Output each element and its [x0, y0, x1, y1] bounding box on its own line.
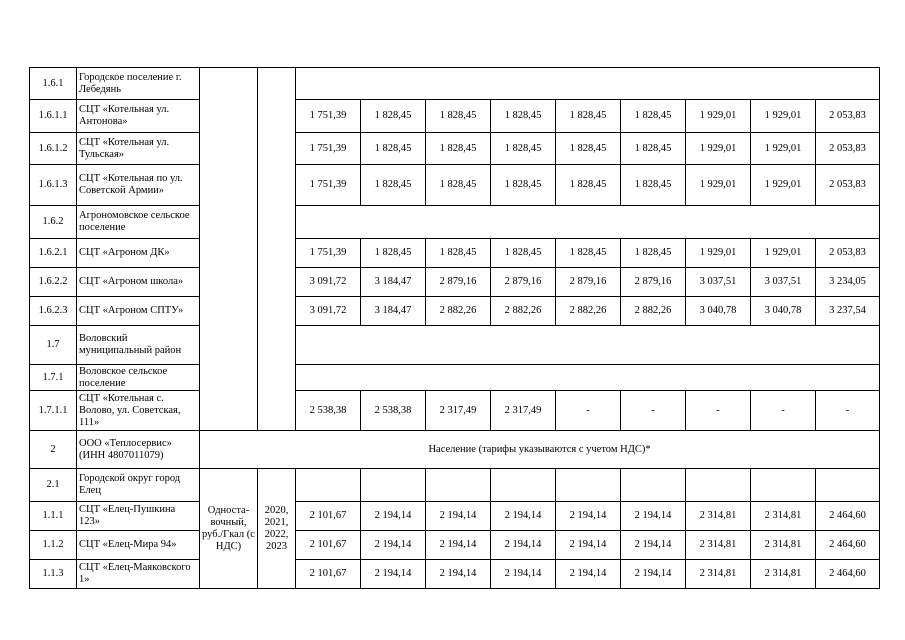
- tariff-value: 3 237,54: [816, 297, 880, 326]
- tariff-value: 2 194,14: [621, 502, 686, 531]
- row-number: 1.6.2.2: [30, 268, 77, 297]
- years-cell: 2020, 2021, 2022, 2023: [258, 469, 296, 589]
- row-number: 1.6.2: [30, 206, 77, 239]
- tariff-value: 1 751,39: [296, 133, 361, 165]
- tariff-value: 3 091,72: [296, 297, 361, 326]
- tariff-value: 2 314,81: [686, 502, 751, 531]
- tariff-value: 2 194,14: [556, 502, 621, 531]
- tariff-value: 2 314,81: [751, 502, 816, 531]
- tariff-value: 1 828,45: [361, 133, 426, 165]
- tariff-value: -: [686, 391, 751, 431]
- row-name: ООО «Теплосервис» (ИНН 4807011079): [77, 431, 200, 469]
- row-name: Агрономовское сельское поселение: [77, 206, 200, 239]
- row-name: СЦТ «Котельная с. Волово, ул. Советская, 111»: [77, 391, 200, 431]
- tariff-value: 2 314,81: [751, 560, 816, 589]
- tariff-value: 1 828,45: [556, 165, 621, 206]
- row-name: СЦТ «Елец-Маяковского 1»: [77, 560, 200, 589]
- tariff-value: 2 194,14: [491, 502, 556, 531]
- tariff-value: 1 751,39: [296, 239, 361, 268]
- tariff-value: [491, 469, 556, 502]
- row-number: 1.7.1.1: [30, 391, 77, 431]
- row-number: 1.7.1: [30, 365, 77, 391]
- tariff-value: 2 194,14: [426, 560, 491, 589]
- tariff-value: 2 194,14: [361, 531, 426, 560]
- tariff-value: 2 194,14: [491, 560, 556, 589]
- tariff-value: 1 828,45: [361, 165, 426, 206]
- tariff-value: 2 879,16: [491, 268, 556, 297]
- tariff-value: 2 879,16: [556, 268, 621, 297]
- tariff-value: 1 828,45: [426, 239, 491, 268]
- tariff-value: 2 882,26: [621, 297, 686, 326]
- tariff-value: 2 879,16: [426, 268, 491, 297]
- tariff-value: 2 053,83: [816, 100, 880, 133]
- tariff-value: 1 929,01: [686, 100, 751, 133]
- tariff-value: 1 828,45: [491, 239, 556, 268]
- table-row: [30, 206, 880, 239]
- table-row: [30, 133, 880, 165]
- tariff-value: 1 929,01: [686, 239, 751, 268]
- tariff-value: 1 929,01: [686, 133, 751, 165]
- row-name: СЦТ «Котельная по ул. Советской Армии»: [77, 165, 200, 206]
- tariff-value: -: [751, 391, 816, 431]
- tariff-value: 2 194,14: [426, 531, 491, 560]
- tariff-value: 1 828,45: [621, 239, 686, 268]
- tariff-value: 2 882,26: [556, 297, 621, 326]
- row-number: 1.6.2.3: [30, 297, 77, 326]
- tariff-value: 1 828,45: [556, 133, 621, 165]
- tariff-value: 2 317,49: [491, 391, 556, 431]
- row-name: СЦТ «Елец-Мира 94»: [77, 531, 200, 560]
- tariff-value: 2 314,81: [751, 531, 816, 560]
- tariff-value: 2 882,26: [426, 297, 491, 326]
- row-number: 1.1.3: [30, 560, 77, 589]
- tariff-value: 2 194,14: [491, 531, 556, 560]
- row-name: СЦТ «Елец-Пушкина 123»: [77, 502, 200, 531]
- row-number: 1.1.2: [30, 531, 77, 560]
- table-row: [30, 391, 880, 431]
- tariff-value: 2 194,14: [361, 502, 426, 531]
- tariff-value: 2 314,81: [686, 531, 751, 560]
- row-number: 2.1: [30, 469, 77, 502]
- tariff-value: 2 464,60: [816, 531, 880, 560]
- tariff-value: 2 194,14: [556, 560, 621, 589]
- row-name: СЦТ «Агроном школа»: [77, 268, 200, 297]
- row-number: 1.6.1.3: [30, 165, 77, 206]
- tariff-value: 1 828,45: [361, 239, 426, 268]
- row-number: 1.6.1.1: [30, 100, 77, 133]
- row-number: 1.6.2.1: [30, 239, 77, 268]
- tariff-value: 1 929,01: [751, 133, 816, 165]
- row-name: Воловский муниципальный район: [77, 326, 200, 365]
- tariff-value: 1 929,01: [751, 165, 816, 206]
- tariff-value: 2 538,38: [361, 391, 426, 431]
- tariff-value: 1 828,45: [491, 165, 556, 206]
- tariff-value: 1 828,45: [556, 239, 621, 268]
- tariff-value: 1 828,45: [621, 165, 686, 206]
- row-name: СЦТ «Агроном ДК»: [77, 239, 200, 268]
- tariff-value: 2 053,83: [816, 133, 880, 165]
- table-row: [30, 502, 880, 531]
- tariff-value: 3 040,78: [686, 297, 751, 326]
- tariff-value: 2 538,38: [296, 391, 361, 431]
- tariff-value: 1 828,45: [426, 165, 491, 206]
- row-name: СЦТ «Котельная ул. Антонова»: [77, 100, 200, 133]
- section-empty-cell: [296, 326, 880, 365]
- tariff-value: 1 828,45: [426, 100, 491, 133]
- tariff-value: -: [621, 391, 686, 431]
- table-row: [30, 297, 880, 326]
- tariff-value: 1 828,45: [491, 133, 556, 165]
- table-row: [30, 531, 880, 560]
- tariff-value: 2 053,83: [816, 239, 880, 268]
- tariff-value: [621, 469, 686, 502]
- table-row: [30, 165, 880, 206]
- tariff-value: 2 194,14: [556, 531, 621, 560]
- table-row: [30, 431, 880, 469]
- tariff-table: [29, 67, 880, 589]
- tariff-value: 2 314,81: [686, 560, 751, 589]
- row-number: 1.6.1.2: [30, 133, 77, 165]
- years-cell: [258, 68, 296, 431]
- table-row: [30, 68, 880, 100]
- tariff-value: 3 234,05: [816, 268, 880, 297]
- tariff-value: [751, 469, 816, 502]
- section-empty-cell: [296, 206, 880, 239]
- table-row: [30, 268, 880, 297]
- tariff-value: -: [816, 391, 880, 431]
- tariff-value: 3 091,72: [296, 268, 361, 297]
- table-row: [30, 100, 880, 133]
- tariff-value: 3 040,78: [751, 297, 816, 326]
- tariff-value: 2 464,60: [816, 502, 880, 531]
- row-number: 1.1.1: [30, 502, 77, 531]
- row-name: Городской округ город Елец: [77, 469, 200, 502]
- tariff-value: 2 194,14: [621, 560, 686, 589]
- tariff-value: 1 828,45: [621, 133, 686, 165]
- tariff-value: 3 184,47: [361, 297, 426, 326]
- table-row: [30, 326, 880, 365]
- tariff-value: 1 828,45: [361, 100, 426, 133]
- unit-cell: [200, 68, 258, 431]
- table-body: [30, 68, 880, 589]
- table-row: [30, 560, 880, 589]
- row-number: 2: [30, 431, 77, 469]
- row-number: 1.7: [30, 326, 77, 365]
- tariff-value: 1 751,39: [296, 100, 361, 133]
- tariff-value: 1 828,45: [556, 100, 621, 133]
- tariff-value: 2 053,83: [816, 165, 880, 206]
- tariff-value: 2 882,26: [491, 297, 556, 326]
- tariff-value: 2 101,67: [296, 502, 361, 531]
- section-empty-cell: [296, 365, 880, 391]
- tariff-value: 1 828,45: [426, 133, 491, 165]
- row-name: СЦТ «Агроном СПТУ»: [77, 297, 200, 326]
- tariff-value: 2 317,49: [426, 391, 491, 431]
- tariff-value: [361, 469, 426, 502]
- tariff-value: 3 184,47: [361, 268, 426, 297]
- tariff-value: 2 464,60: [816, 560, 880, 589]
- row-name: Городское поселение г. Лебедянь: [77, 68, 200, 100]
- section-empty-cell: [296, 68, 880, 100]
- tariff-value: [816, 469, 880, 502]
- table-row: [30, 365, 880, 391]
- tariff-value: 1 751,39: [296, 165, 361, 206]
- tariff-value: 2 194,14: [361, 560, 426, 589]
- tariff-value: 2 194,14: [426, 502, 491, 531]
- population-note: Население (тарифы указываются с учетом НДС)*: [200, 431, 880, 469]
- tariff-value: 1 929,01: [686, 165, 751, 206]
- tariff-value: 1 929,01: [751, 100, 816, 133]
- tariff-value: -: [556, 391, 621, 431]
- table-row: [30, 239, 880, 268]
- tariff-value: [296, 469, 361, 502]
- tariff-value: 2 194,14: [621, 531, 686, 560]
- unit-cell: Односта-вочный, руб./Гкал (с НДС): [200, 469, 258, 589]
- tariff-value: 1 828,45: [621, 100, 686, 133]
- row-number: 1.6.1: [30, 68, 77, 100]
- tariff-value: 3 037,51: [686, 268, 751, 297]
- table-row: [30, 469, 880, 502]
- tariff-value: 2 101,67: [296, 560, 361, 589]
- tariff-value: 2 879,16: [621, 268, 686, 297]
- tariff-value: 1 929,01: [751, 239, 816, 268]
- tariff-value: [426, 469, 491, 502]
- tariff-value: [556, 469, 621, 502]
- row-name: СЦТ «Котельная ул. Тульская»: [77, 133, 200, 165]
- row-name: Воловское сельское поселение: [77, 365, 200, 391]
- tariff-value: [686, 469, 751, 502]
- tariff-value: 3 037,51: [751, 268, 816, 297]
- tariff-value: 2 101,67: [296, 531, 361, 560]
- tariff-value: 1 828,45: [491, 100, 556, 133]
